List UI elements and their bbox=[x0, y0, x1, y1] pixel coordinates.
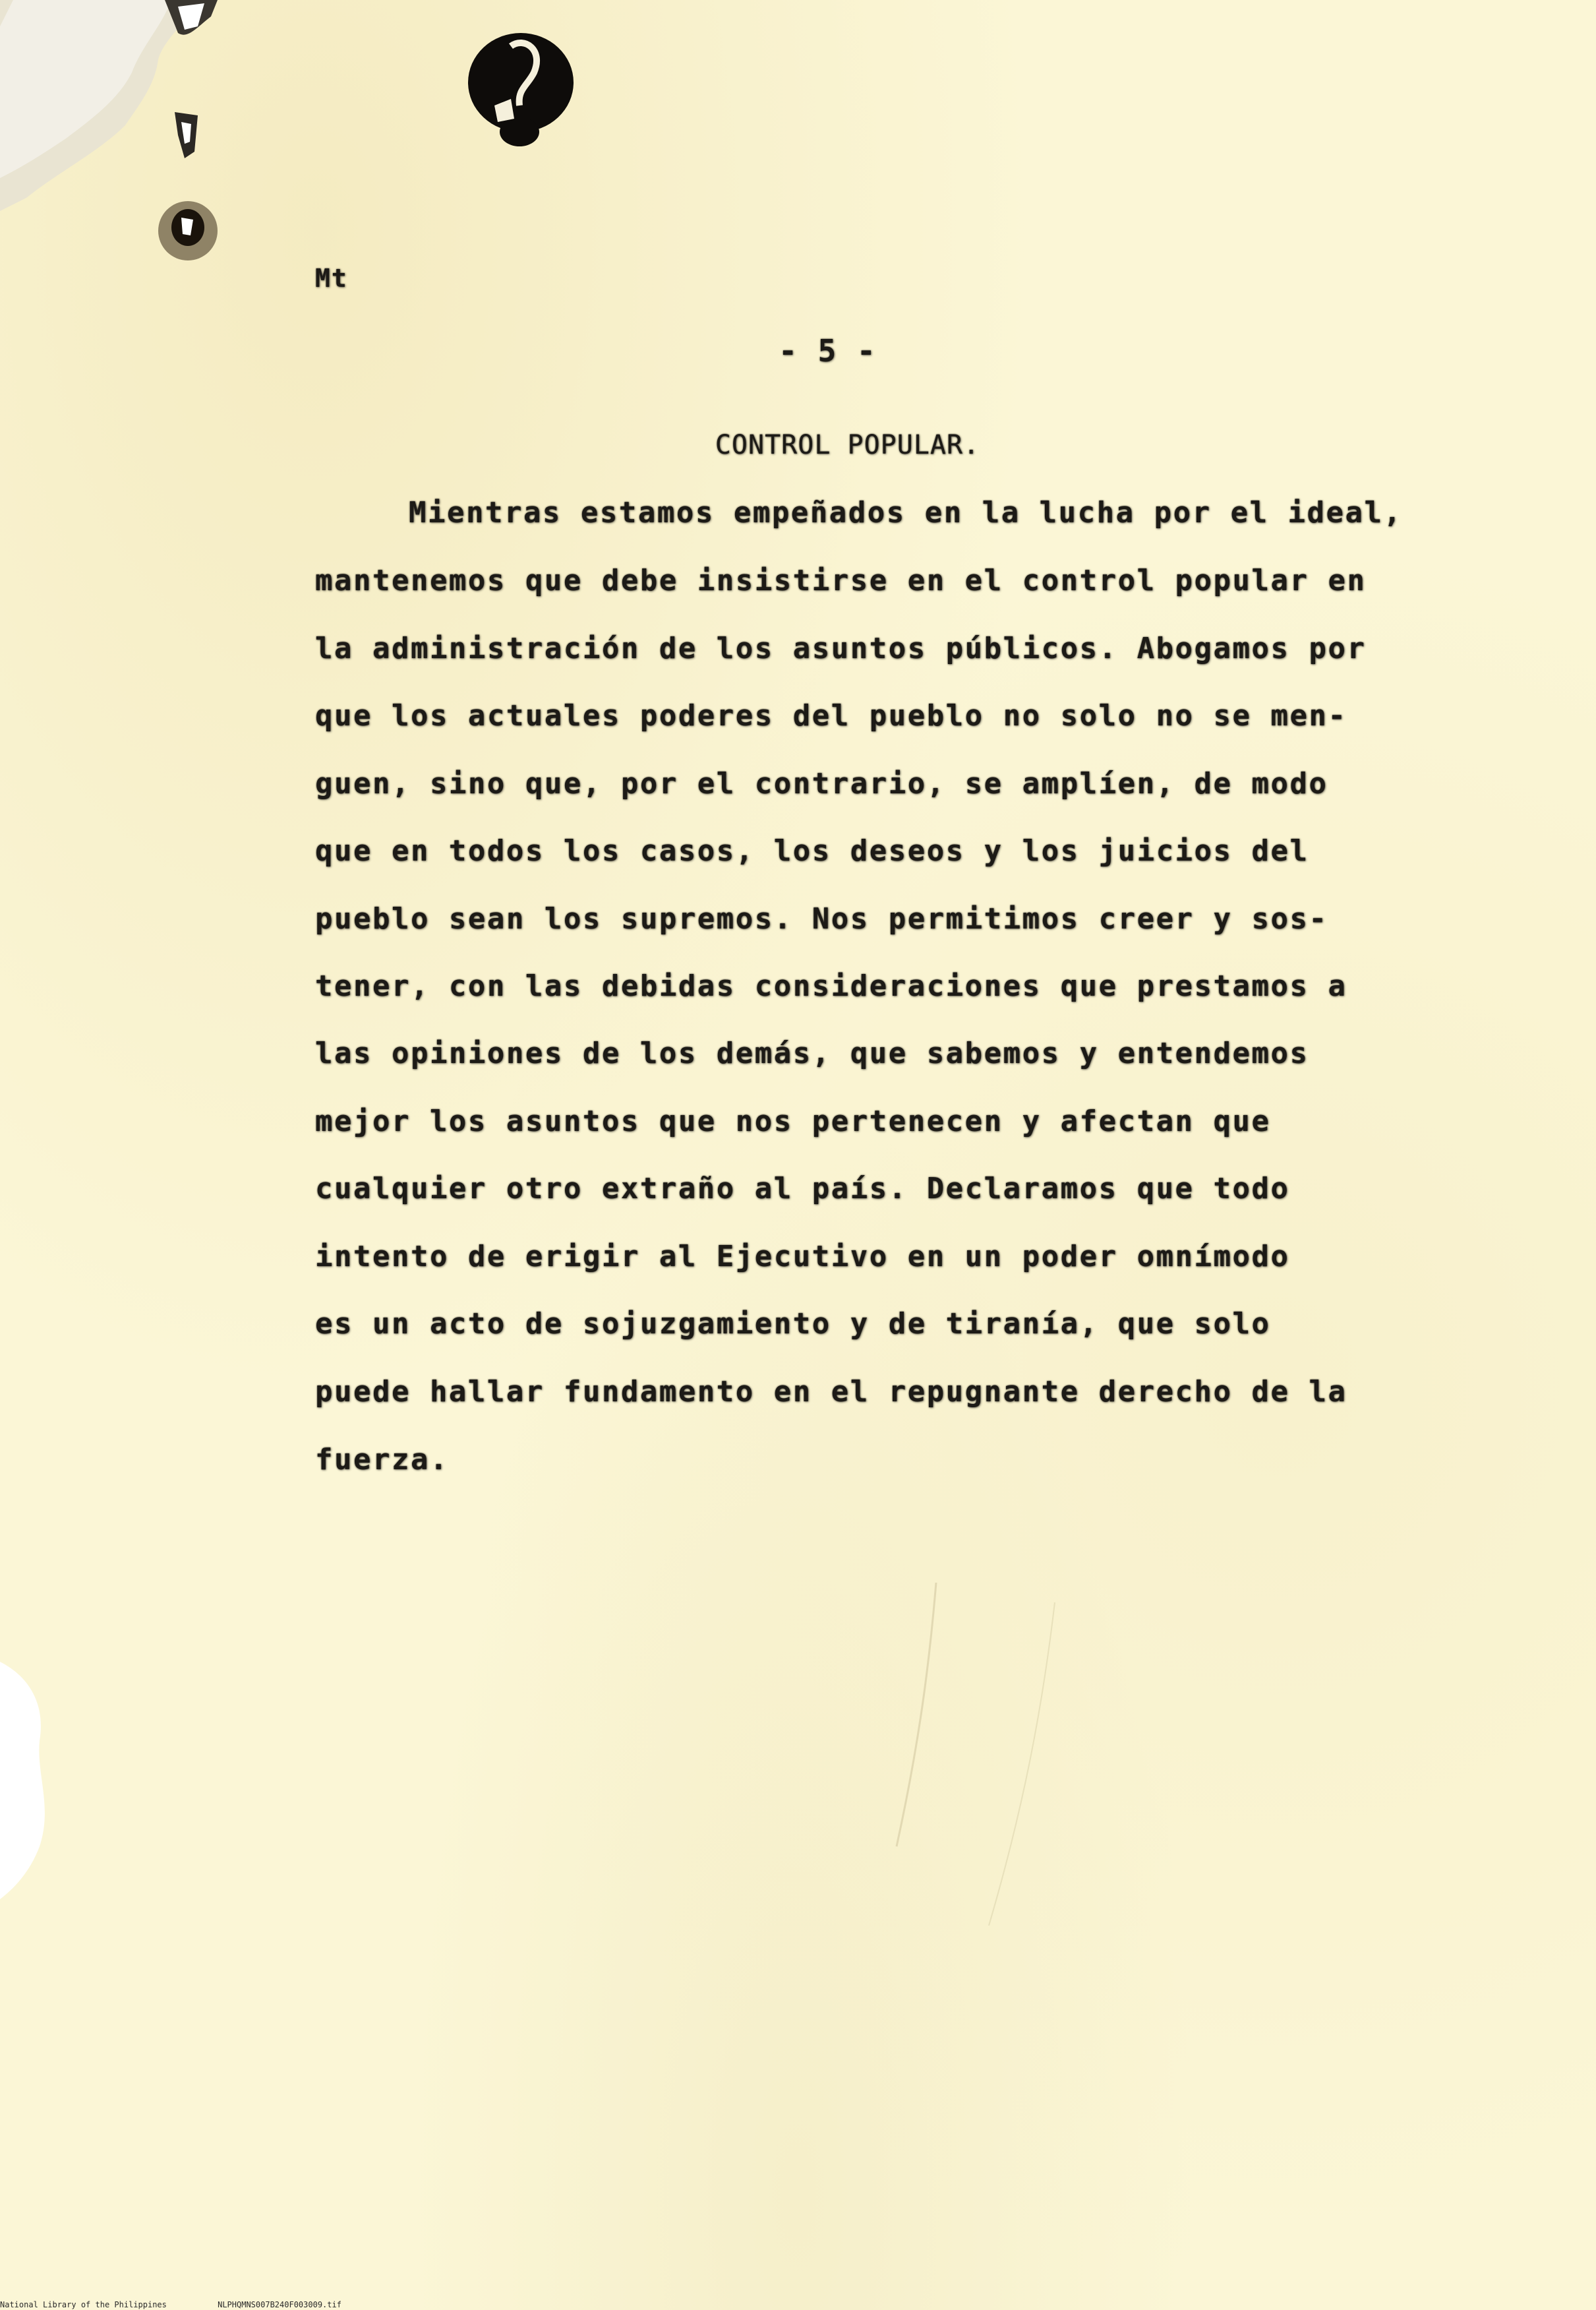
body-line: intento de erigir al Ejecutivo en un poder omnímodo bbox=[315, 1240, 1290, 1273]
body-line: pueblo sean los supremos. Nos permitimos creer y sos- bbox=[315, 902, 1328, 936]
body-line: fuerza. bbox=[315, 1443, 449, 1476]
body-line: puede hallar fundamento en el repugnante derecho de la bbox=[315, 1375, 1347, 1409]
footer-institution: National Library of the Philippines bbox=[0, 2300, 167, 2309]
body-line: mantenemos que debe insistirse en el control popular en bbox=[315, 564, 1367, 597]
edge-tear bbox=[0, 1662, 66, 1899]
body-line: las opiniones de los demás, que sabemos y entendemos bbox=[315, 1037, 1309, 1070]
body-line: Mientras estamos empeñados en la lucha por el ideal, bbox=[409, 496, 1403, 530]
body-line: tener, con las debidas consideraciones que prestamos a bbox=[315, 969, 1347, 1003]
body-line: cualquier otro extraño al país. Declaramos que todo bbox=[315, 1172, 1290, 1205]
page-number: - 5 - bbox=[779, 333, 877, 369]
body-line: guen, sino que, por el contrario, se amplíen, de modo bbox=[315, 767, 1328, 801]
section-heading: CONTROL POPULAR. bbox=[715, 430, 980, 460]
body-line: es un acto de sojuzgamiento y de tiranía, que solo bbox=[315, 1307, 1271, 1341]
burn-mark bbox=[148, 188, 221, 267]
paper-crease bbox=[857, 1583, 1187, 2044]
body-line: la administración de los asuntos públicos. Abogamos por bbox=[315, 632, 1367, 665]
typist-initials: Mt bbox=[315, 264, 348, 293]
footer-filename: NLPHQMNS007B240F003009.tif bbox=[218, 2300, 341, 2309]
body-line: que en todos los casos, los deseos y los juicios del bbox=[315, 834, 1309, 868]
scan-footer bbox=[0, 2300, 388, 2309]
body-line: mejor los asuntos que nos pertenecen y afectan que bbox=[315, 1105, 1271, 1138]
torn-corner bbox=[0, 0, 218, 218]
ink-blot bbox=[461, 20, 580, 152]
body-line: que los actuales poderes del pueblo no solo no se men- bbox=[315, 699, 1347, 733]
